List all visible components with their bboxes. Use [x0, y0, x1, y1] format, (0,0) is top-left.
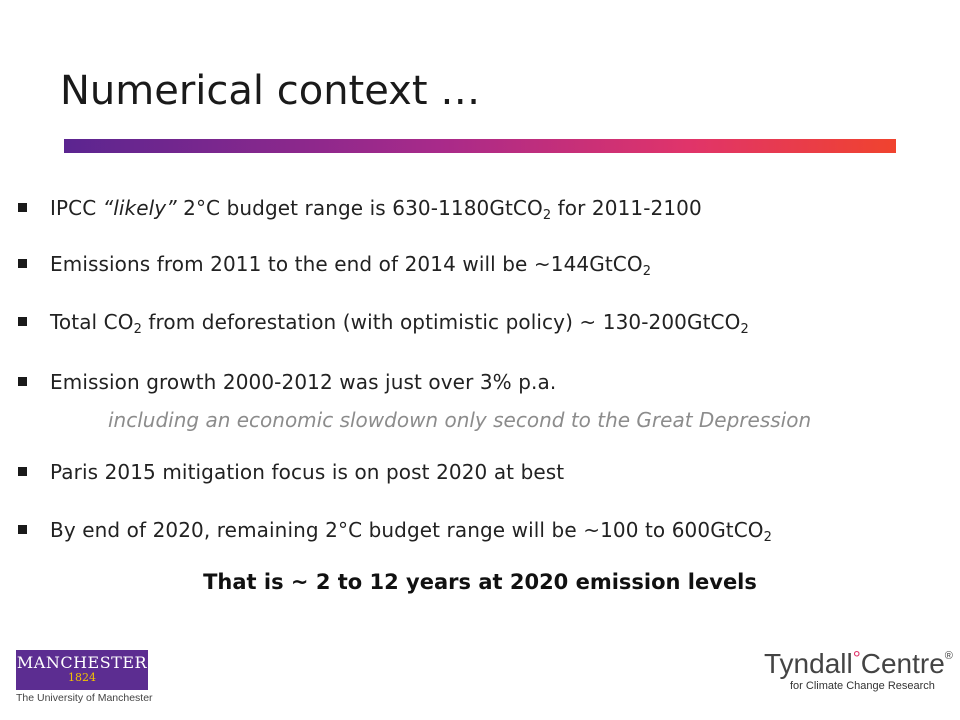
slowdown-note: including an economic slowdown only second to the Great Depression — [108, 408, 812, 432]
manchester-wordmark: MANCHESTER — [16, 653, 148, 672]
slide-title: Numerical context … — [60, 68, 481, 114]
square-bullet-icon — [18, 203, 27, 212]
square-bullet-icon — [18, 259, 27, 268]
manchester-year: 1824 — [68, 671, 96, 684]
manchester-logo — [16, 650, 148, 690]
square-bullet-icon — [18, 377, 27, 386]
square-bullet-icon — [18, 317, 27, 326]
tyndall-subtitle: for Climate Change Research — [790, 680, 935, 692]
square-bullet-icon — [18, 525, 27, 534]
accent-gradient-bar — [64, 139, 896, 153]
conclusion-line: That is ~ 2 to 12 years at 2020 emission levels — [203, 570, 757, 594]
manchester-subtitle: The University of Manchester — [16, 692, 153, 704]
tyndall-logo: Tyndall°Centre® — [764, 648, 953, 679]
degree-icon: ° — [852, 648, 861, 670]
registered-icon: ® — [944, 650, 953, 662]
square-bullet-icon — [18, 467, 27, 476]
